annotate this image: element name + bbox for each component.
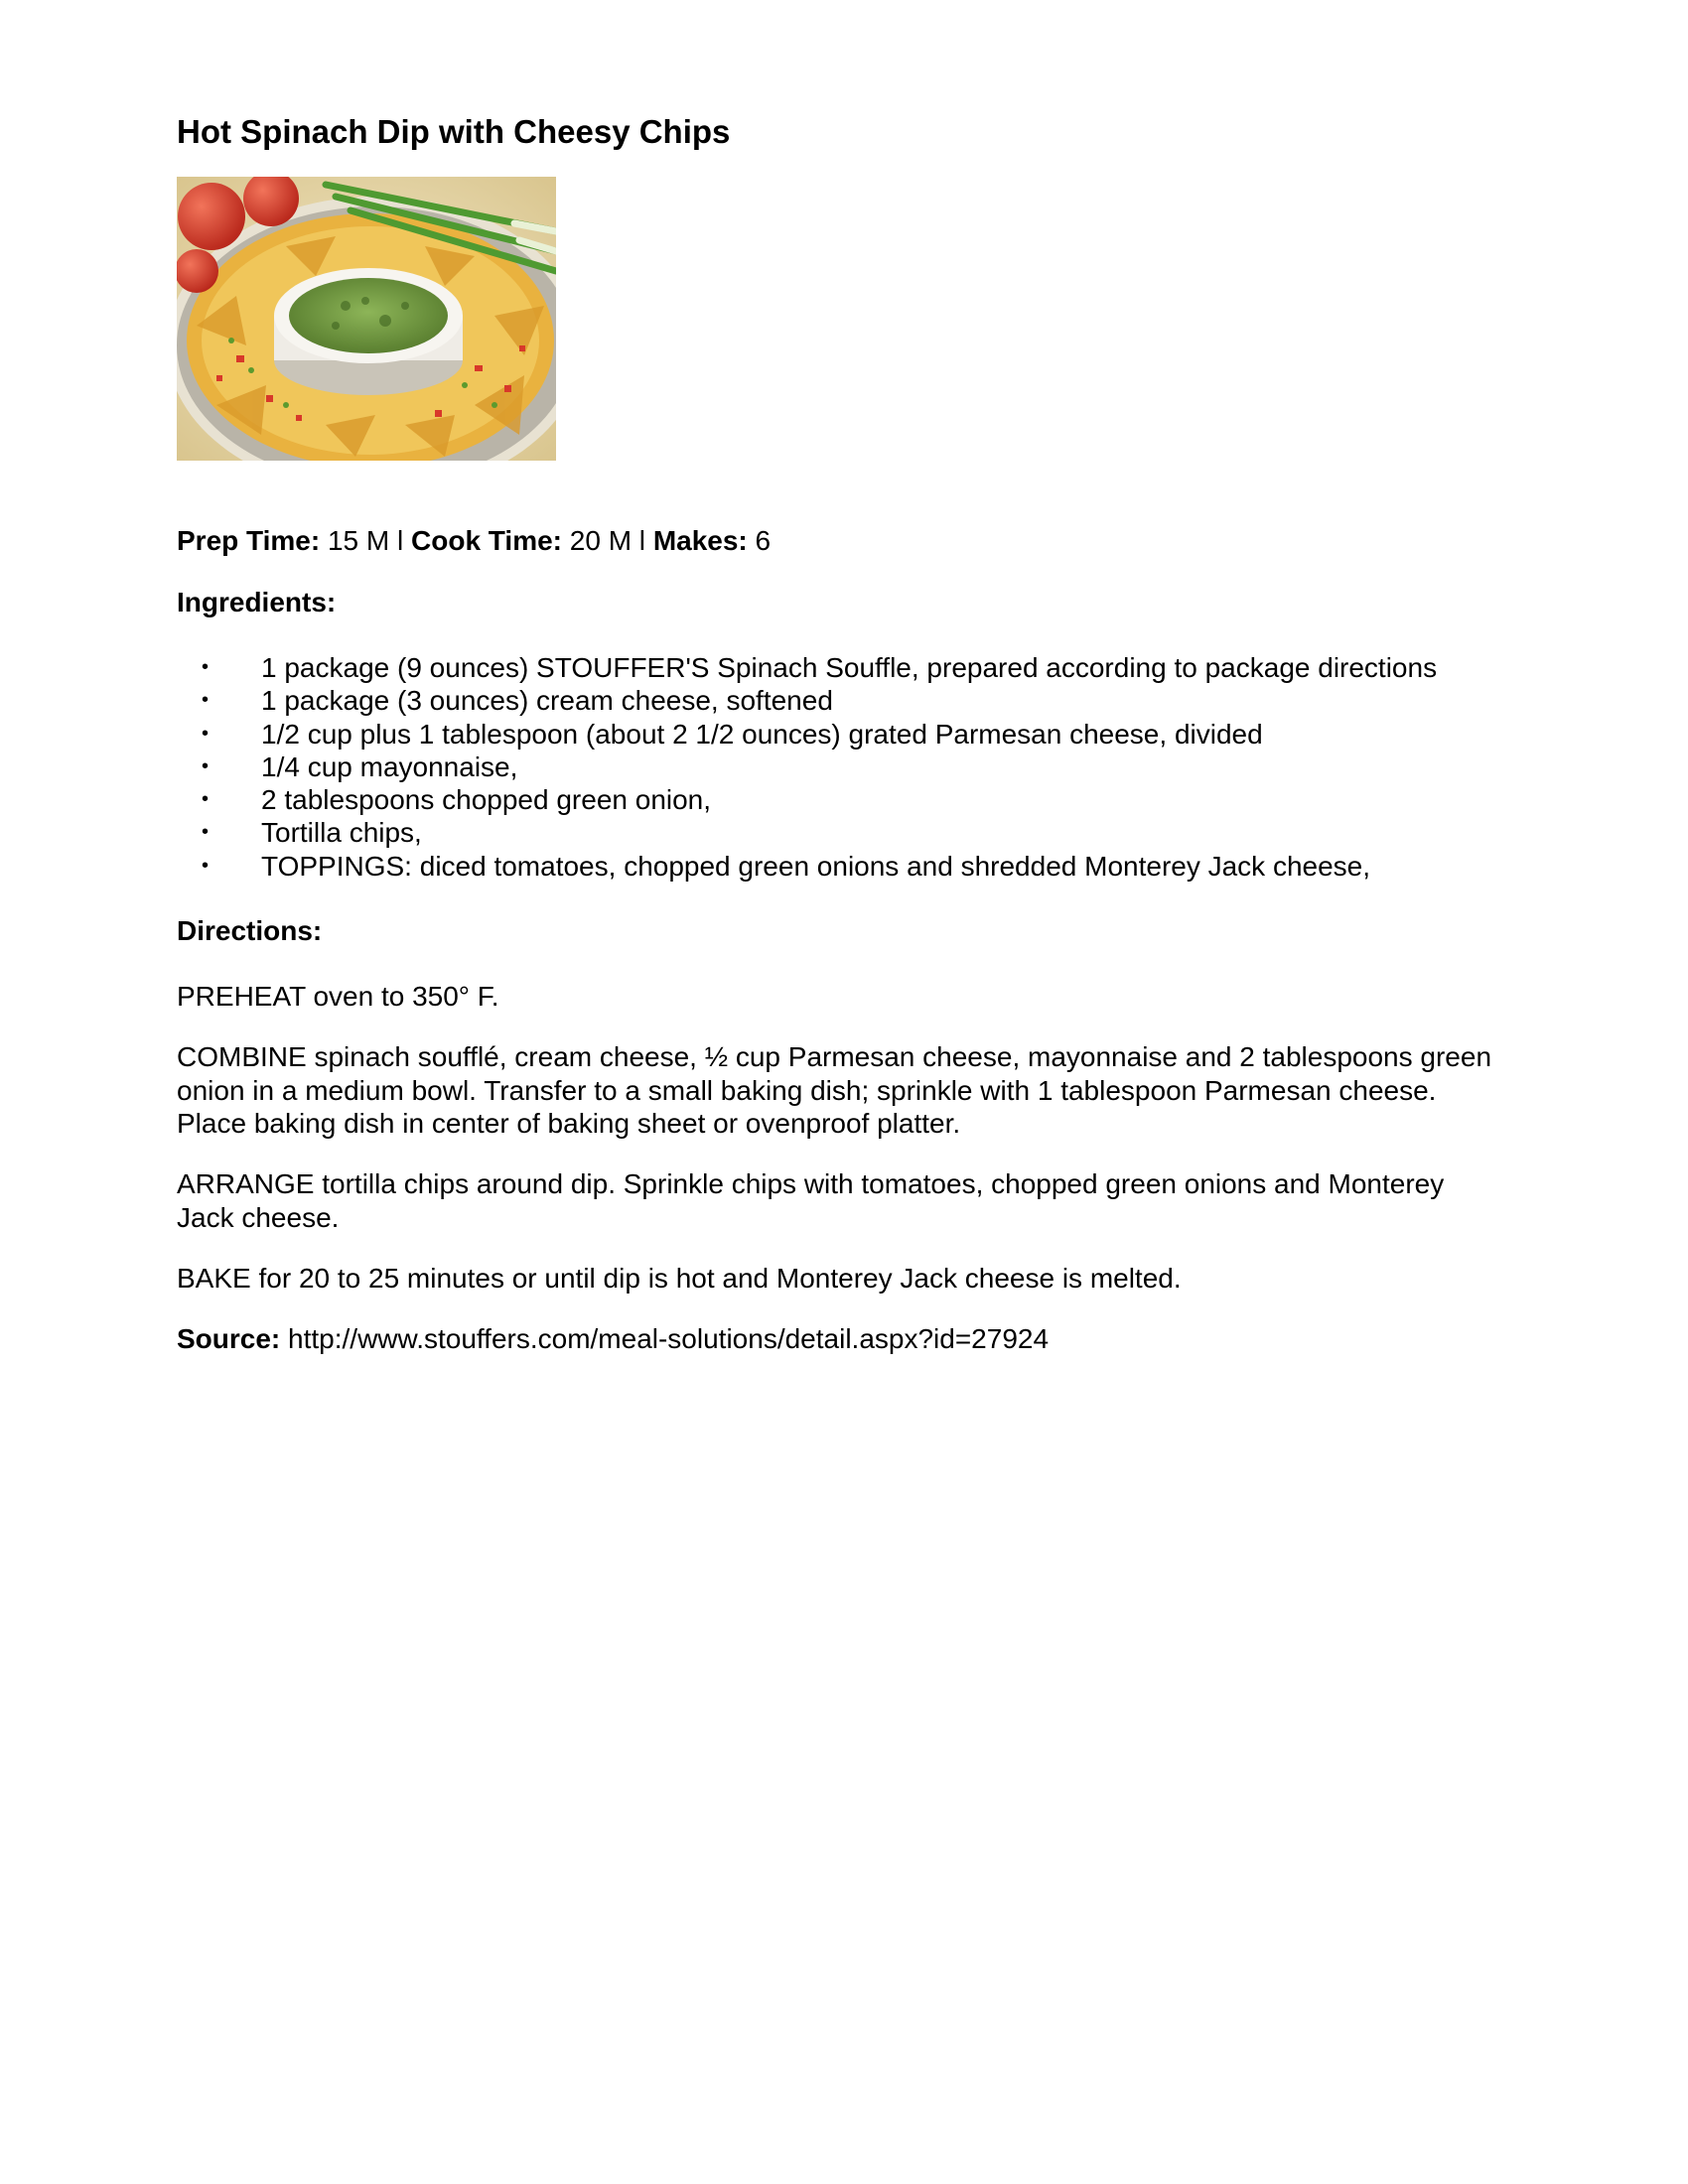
ingredient-text: 1 package (3 ounces) cream cheese, softened — [261, 685, 833, 717]
meta-separator: l — [397, 525, 404, 556]
ingredients-list — [177, 651, 1497, 883]
makes-value: 6 — [755, 525, 772, 556]
ingredient-text: 1 package (9 ounces) STOUFFER'S Spinach Souffle, prepared according to package directions — [261, 652, 1438, 683]
recipe-meta — [177, 522, 1497, 560]
bullet-icon: • — [202, 689, 210, 712]
recipe-photo — [177, 177, 556, 461]
cook-time-label: Cook Time: — [411, 525, 562, 556]
source-url[interactable]: http://www.stouffers.com/meal-solutions/detail.aspx?id=27924 — [288, 1323, 1050, 1355]
ingredients-heading: Ingredients: — [177, 587, 337, 617]
directions-heading: Directions: — [177, 915, 323, 947]
ingredient-item — [177, 783, 1497, 816]
makes-label: Makes: — [652, 525, 748, 556]
ingredient-item — [177, 816, 1497, 849]
ingredient-item — [177, 684, 1497, 717]
bullet-icon: • — [202, 821, 210, 844]
ingredient-item — [177, 850, 1497, 883]
direction-step: PREHEAT oven to 350° F. — [177, 981, 499, 1013]
ingredient-text: Tortilla chips, — [261, 817, 422, 849]
ingredient-text: 1/4 cup mayonnaise, — [261, 751, 518, 782]
bullet-icon: • — [202, 854, 210, 877]
recipe-source — [177, 1322, 1497, 1355]
prep-time-value: 15 M — [327, 525, 390, 556]
ingredient-item — [177, 718, 1497, 751]
bullet-icon: • — [202, 722, 210, 745]
meta-separator: l — [638, 525, 646, 556]
direction-step: BAKE for 20 to 25 minutes or until dip is hot and Monterey Jack cheese is melted. — [177, 1262, 1182, 1294]
prep-time-label: Prep Time: — [177, 525, 321, 556]
cook-time-value: 20 M — [569, 525, 633, 556]
ingredient-item — [177, 751, 1497, 783]
direction-step: ARRANGE tortilla chips around dip. Sprinkle chips with tomatoes, chopped green onions and Monterey Jack cheese. — [177, 1168, 1445, 1233]
recipe-page — [177, 109, 1497, 1355]
bullet-icon: • — [202, 656, 210, 678]
ingredient-text: TOPPINGS: diced tomatoes, chopped green onions and shredded Monterey Jack cheese, — [261, 850, 1371, 882]
ingredient-text: 1/2 cup plus 1 tablespoon (about 2 1/2 ounces) grated Parmesan cheese, divided — [261, 718, 1263, 750]
bullet-icon: • — [202, 788, 210, 811]
ingredient-item — [177, 651, 1497, 684]
ingredient-text: 2 tablespoons chopped green onion, — [261, 784, 712, 816]
source-label: Source: — [177, 1323, 281, 1355]
direction-step: COMBINE spinach soufflé, cream cheese, ½ cup Parmesan cheese, mayonnaise and 2 tablespoons green onion in a medium bowl. Transfer to a small baking dish; sprinkle with 1 tablespoon Parmesan cheese. Place baking dish in center of baking sheet or ovenproof platter. — [177, 1041, 1492, 1139]
recipe-title: Hot Spinach Dip with Cheesy Chips — [177, 113, 731, 150]
bullet-icon: • — [202, 754, 210, 777]
